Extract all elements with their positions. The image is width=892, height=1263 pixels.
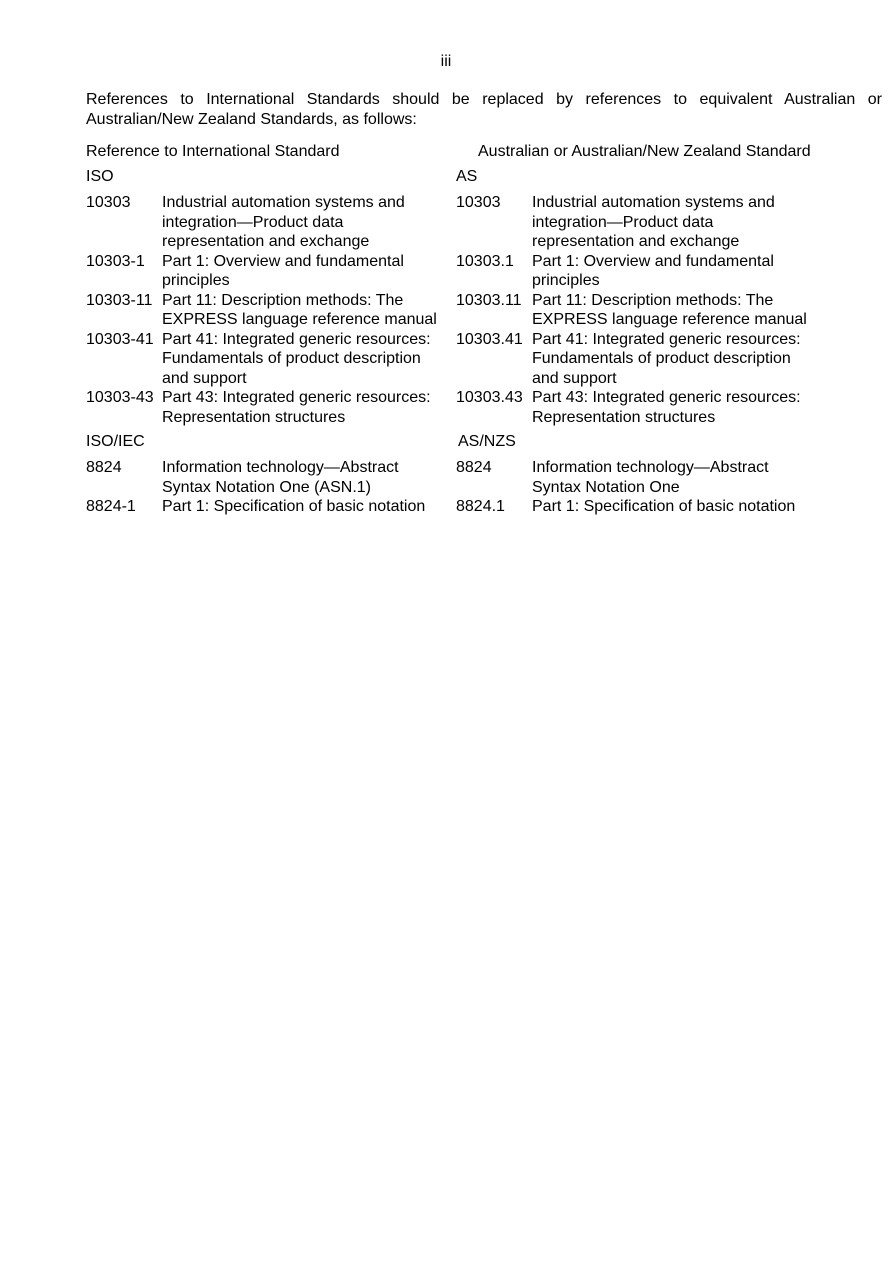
list-item xyxy=(86,388,886,427)
australian-standard-title: Part 11: Description methods: The EXPRESS language reference manual xyxy=(532,291,807,328)
international-standard-number: 8824-1 xyxy=(86,498,136,515)
group-label-as: AS xyxy=(456,168,478,185)
group-label-as-nzs: AS/NZS xyxy=(458,433,516,450)
international-standard-number: 10303-43 xyxy=(86,389,154,406)
list-item xyxy=(86,330,886,389)
australian-standard-number: 10303.41 xyxy=(456,330,523,348)
australian-standard-title: Part 1: Overview and fundamental principles xyxy=(532,252,774,289)
column-header-international: Reference to International Standard xyxy=(86,143,340,160)
australian-standard-number: 10303 xyxy=(456,194,501,211)
international-standard-title: Industrial automation systems and integration—Product data representation and exchange xyxy=(162,194,405,250)
australian-standard-number: 8824 xyxy=(456,459,492,476)
list-item xyxy=(86,458,886,497)
international-standard-title: Information technology—Abstract Syntax Notation One (ASN.1) xyxy=(162,459,399,496)
group-label-iso: ISO xyxy=(86,168,114,185)
standards-list-iso xyxy=(86,193,886,427)
list-item xyxy=(86,497,886,517)
international-standard-title: Part 1: Overview and fundamental principles xyxy=(162,252,404,289)
intro-paragraph: References to International Standards should be replaced by references to equivalent Australian or Australian/New Zealand Standards, as follows: xyxy=(86,91,882,128)
australian-standard-title: Part 1: Specification of basic notation xyxy=(532,498,796,515)
international-standard-number: 10303-11 xyxy=(86,291,153,309)
international-standard-number: 10303 xyxy=(86,194,131,211)
list-item xyxy=(86,193,886,252)
australian-standard-number: 8824.1 xyxy=(456,498,505,515)
column-header-australian: Australian or Australian/New Zealand Standard xyxy=(478,143,811,160)
australian-standard-title: Part 43: Integrated generic resources: Representation structures xyxy=(532,389,801,426)
list-item xyxy=(86,291,886,330)
international-standard-title: Part 41: Integrated generic resources: Fundamentals of product description and support xyxy=(162,330,431,387)
international-standard-number: 8824 xyxy=(86,459,122,476)
international-standard-number: 10303-1 xyxy=(86,252,145,270)
australian-standard-title: Part 41: Integrated generic resources: Fundamentals of product description and support xyxy=(532,330,801,387)
standards-list-iso-iec xyxy=(86,458,886,517)
australian-standard-number: 10303.1 xyxy=(456,252,514,270)
page-number: iii xyxy=(440,53,452,70)
international-standard-title: Part 1: Specification of basic notation xyxy=(162,498,426,515)
australian-standard-number: 10303.43 xyxy=(456,389,523,406)
australian-standard-title: Information technology—Abstract Syntax Notation One xyxy=(532,459,769,496)
international-standard-title: Part 43: Integrated generic resources: Representation structures xyxy=(162,389,431,426)
list-item xyxy=(86,252,886,291)
international-standard-number: 10303-41 xyxy=(86,330,154,348)
international-standard-title: Part 11: Description methods: The EXPRESS language reference manual xyxy=(162,291,437,328)
australian-standard-number: 10303.11 xyxy=(456,291,522,309)
group-label-iso-iec: ISO/IEC xyxy=(86,433,145,450)
australian-standard-title: Industrial automation systems and integration—Product data representation and exchange xyxy=(532,194,775,250)
